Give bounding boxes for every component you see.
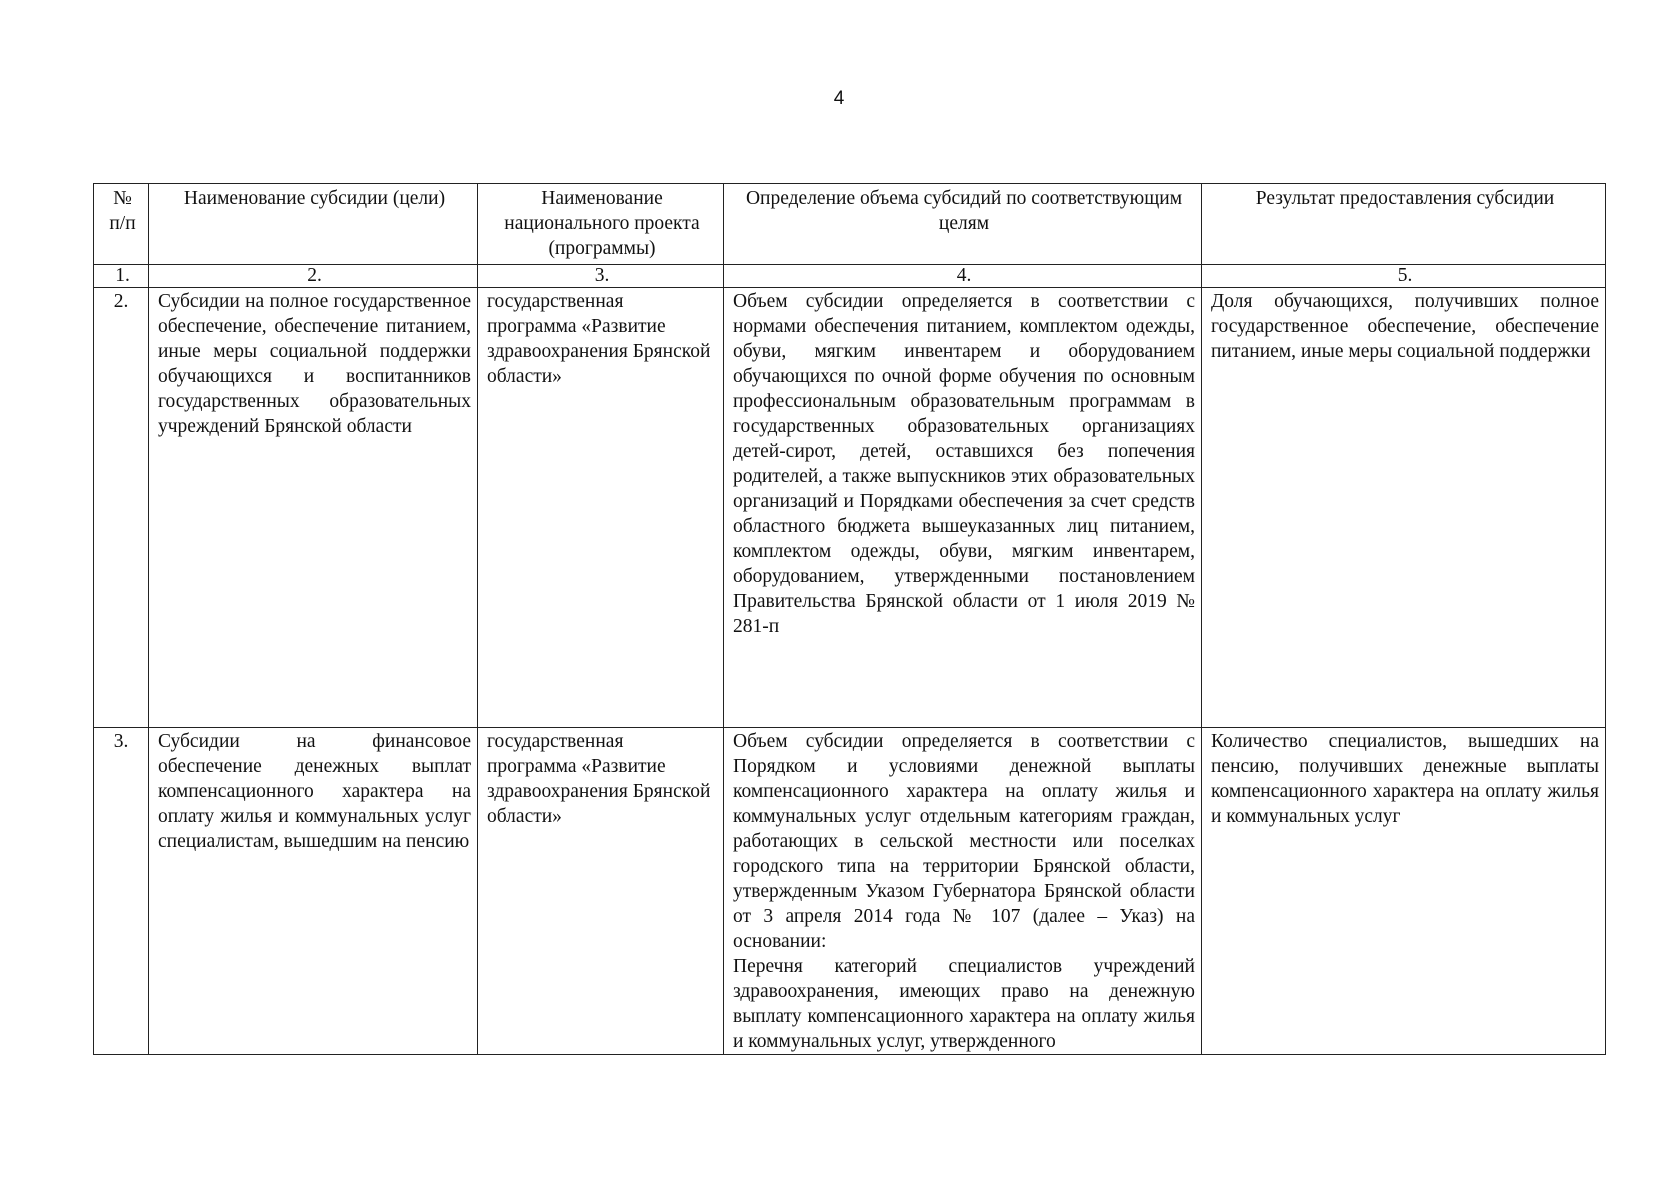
page-number: 4	[833, 88, 845, 109]
volume-definition-continued: Перечня категорий специалистов учреждений здравоохранения, имеющих право на денежную выплату компенсационного характера на оплату жилья и коммунальных услуг, утвержденного	[733, 956, 1195, 1052]
column-number-row	[94, 265, 1606, 288]
subsidy-name: Субсидии на полное государственное обеспечение, обеспечение питанием, иные меры социальной поддержки обучающихся и воспитанников государственных образовательных учреждений Брянской области	[149, 288, 478, 728]
column-number: 3.	[478, 265, 724, 288]
row-number: 2.	[94, 288, 149, 728]
header-result: Результат предоставления субсидии	[1202, 184, 1606, 265]
subsidy-name: Субсидии на финансовое обеспечение денежных выплат компенсационного характера на оплату жилья и коммунальных услуг специалистам, вышедшим на пенсию	[149, 728, 478, 1055]
header-project-name: Наименование национального проекта (программы)	[478, 184, 724, 265]
subsidy-result: Количество специалистов, вышедших на пенсию, получивших денежные выплаты компенсационного характера на оплату жилья и коммунальных услуг	[1202, 728, 1606, 1055]
header-subsidy-name: Наименование субсидии (цели)	[149, 184, 478, 265]
subsidy-table	[93, 183, 1606, 1055]
row-number: 3.	[94, 728, 149, 1055]
table-row	[94, 288, 1606, 728]
header-number: № п/п	[94, 184, 149, 265]
volume-definition	[724, 728, 1202, 1055]
volume-definition-text: Объем субсидии определяется в соответствии с Порядком и условиями денежной выплаты компенсационного характера на оплату жилья и коммунальных услуг отдельным категориям граждан, работающих в сельской местности или поселках городского типа на территории Брянской области, утвержденным Указом Губернатора Брянской области от 3 апреля 2014 года № 107 (далее – Указ) на основании:	[733, 731, 1195, 952]
subsidy-result: Доля обучающихся, получивших полное государственное обеспечение, обеспечение питанием, иные меры социальной поддержки	[1202, 288, 1606, 728]
volume-definition: Объем субсидии определяется в соответствии с нормами обеспечения питанием, комплектом одежды, обуви, мягким инвентарем и оборудованием обучающихся по очной форме обучения по основным профессиональным образовательным программам в государственных образовательных организациях детей-сирот, детей, оставшихся без попечения родителей, а также выпускников этих образовательных организаций и Порядками обеспечения за счет средств областного бюджета вышеуказанных лиц питанием, комплектом одежды, обуви, мягким инвентарем, оборудованием, утвержденными постановлением Правительства Брянской области от 1 июля 2019 № 281-п	[724, 288, 1202, 728]
header-volume-definition: Определение объема субсидий по соответствующим целям	[724, 184, 1202, 265]
project-name: государственная программа «Развитие здравоохранения Брянской области»	[478, 728, 724, 1055]
column-number: 1.	[94, 265, 149, 288]
table-row	[94, 728, 1606, 1055]
column-number: 4.	[724, 265, 1202, 288]
column-number: 5.	[1202, 265, 1606, 288]
column-number: 2.	[149, 265, 478, 288]
project-name: государственная программа «Развитие здравоохранения Брянской области»	[478, 288, 724, 728]
header-row	[94, 184, 1606, 265]
